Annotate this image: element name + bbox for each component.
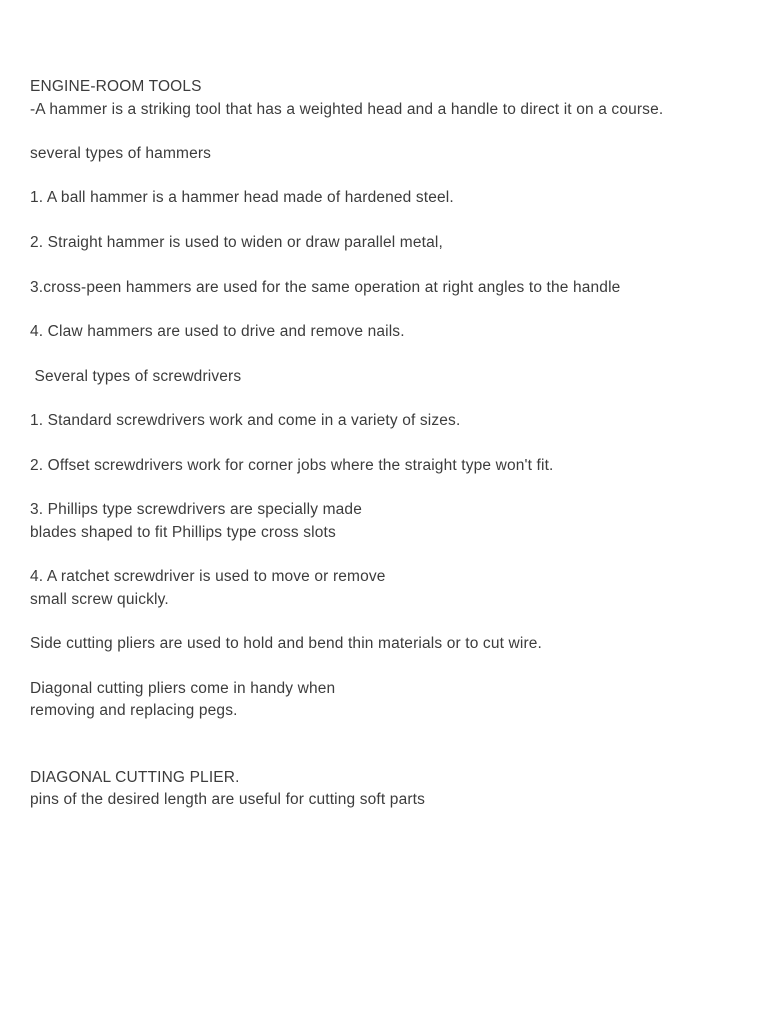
note-line-phillips-1: 3. Phillips type screwdrivers are specially made [30,501,362,518]
note-line-ball-hammer: 1. A ball hammer is a hammer head made of hardened steel. [30,189,454,206]
note-line-straight-hammer: 2. Straight hammer is used to widen or draw parallel metal, [30,234,443,251]
note-line-offset-screwdriver: 2. Offset screwdrivers work for corner jobs where the straight type won't fit. [30,457,554,474]
note-line-cross-peen: 3.cross-peen hammers are used for the same operation at right angles to the handle [30,279,621,296]
note-line-phillips-2: blades shaped to fit Phillips type cross slots [30,524,336,541]
note-line-standard-screwdriver: 1. Standard screwdrivers work and come in a variety of sizes. [30,412,461,429]
note-line-hammer-types: several types of hammers [30,145,212,162]
note-line-diagonal-1: Diagonal cutting pliers come in handy when [30,680,336,697]
note-line-screwdriver-types: Several types of screwdrivers [30,368,242,385]
note-line-hammer-def: -A hammer is a striking tool that has a weighted head and a handle to direct it on a course. [30,101,664,118]
note-line-pins: pins of the desired length are useful for cutting soft parts [30,791,426,808]
note-line-diagonal-heading: DIAGONAL CUTTING PLIER. [30,769,240,786]
note-line-diagonal-2: removing and replacing pegs. [30,702,238,719]
note-line-side-cutting: Side cutting pliers are used to hold and bend thin materials or to cut wire. [30,635,542,652]
note-line-ratchet-1: 4. A ratchet screwdriver is used to move or remove [30,568,386,585]
note-line-claw-hammer: 4. Claw hammers are used to drive and remove nails. [30,323,405,340]
note-line-ratchet-2: small screw quickly. [30,591,169,608]
note-title: ENGINE-ROOM TOOLS [30,78,202,95]
